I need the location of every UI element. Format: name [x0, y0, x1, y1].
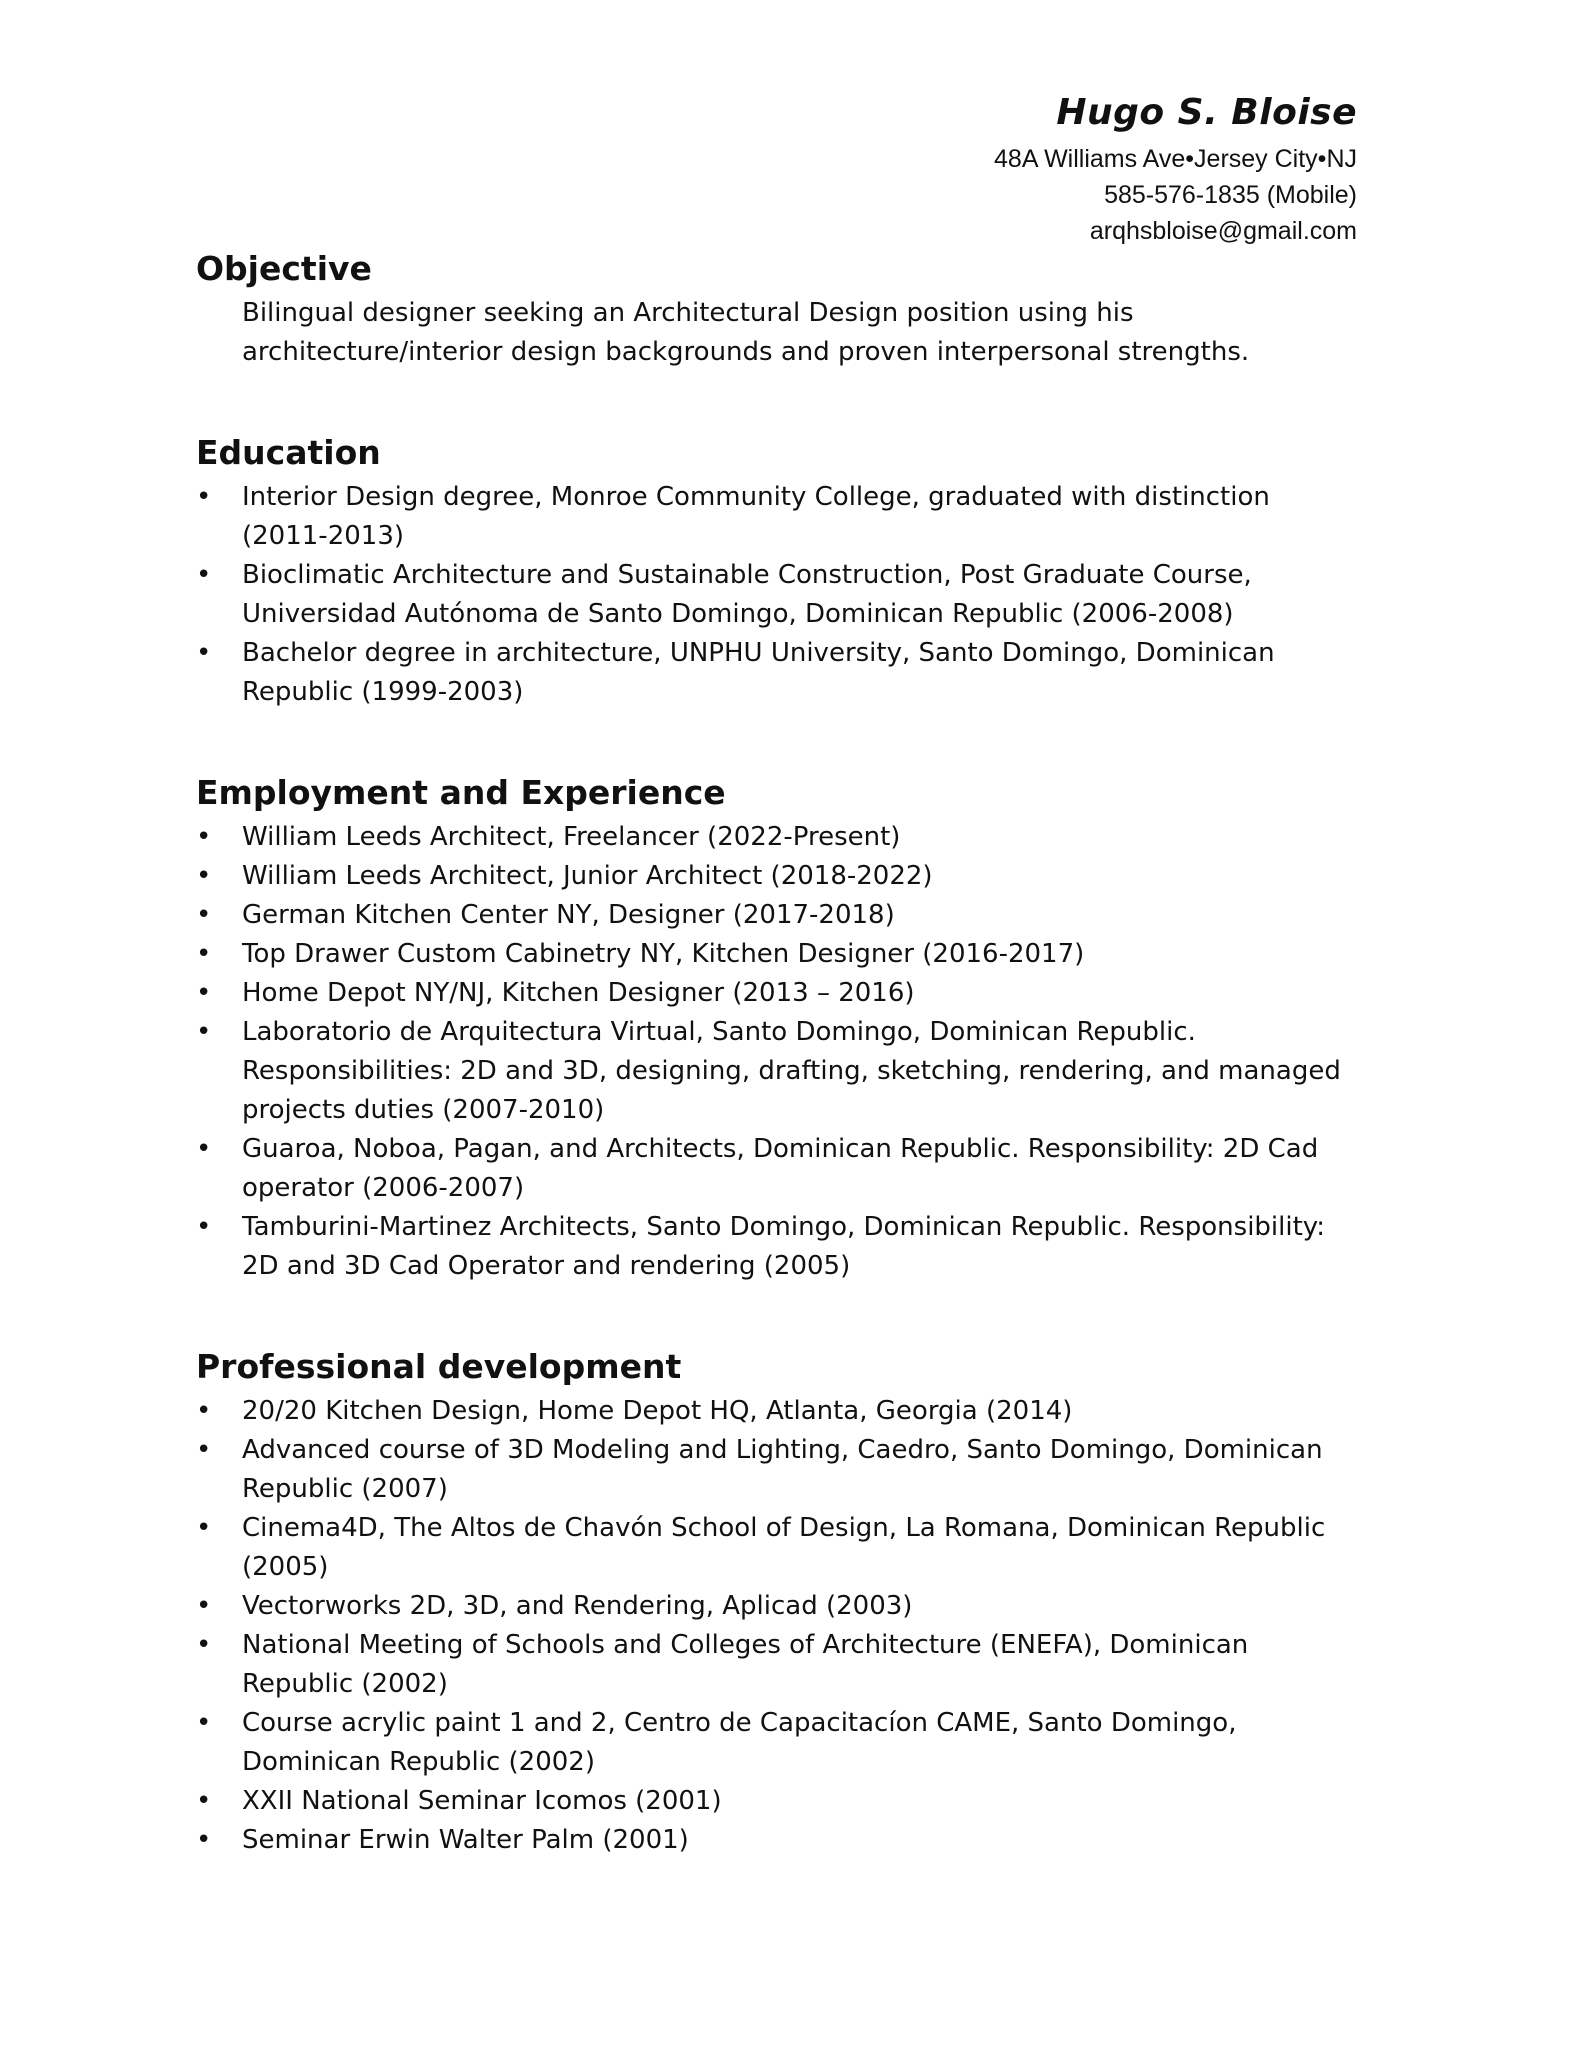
list-item: • Bachelor degree in architecture, UNPHU University, Santo Domingo, Dominican Republic (1999-2003)	[196, 634, 1342, 712]
education-section	[196, 430, 1376, 712]
address-line: 48A Williams Ave•Jersey City•NJ	[994, 145, 1357, 173]
employment-section	[196, 770, 1376, 1286]
development-section	[196, 1344, 1376, 1860]
list-item: • Advanced course of 3D Modeling and Lighting, Caedro, Santo Domingo, Dominican Republic (2007)	[196, 1431, 1342, 1509]
list-item: • Interior Design degree, Monroe Community College, graduated with distinction (2011-2013)	[196, 478, 1342, 556]
employment-list	[196, 818, 1376, 1286]
list-item: • Vectorworks 2D, 3D, and Rendering, Aplicad (2003)	[196, 1587, 1342, 1626]
development-list	[196, 1392, 1376, 1860]
list-item: • Laboratorio de Arquitectura Virtual, Santo Domingo, Dominican Republic. Responsibilities: 2D and 3D, designing, drafting, sketching, rendering, and managed projects duties (2007-2010)	[196, 1013, 1342, 1130]
list-item: • Course acrylic paint 1 and 2, Centro de Capacitacíon CAME, Santo Domingo, Dominican Republic (2002)	[196, 1704, 1342, 1782]
list-item: • William Leeds Architect, Junior Architect (2018-2022)	[196, 857, 1342, 896]
education-list	[196, 478, 1376, 712]
candidate-name: Hugo S. Bloise	[1056, 92, 1357, 133]
list-item: • Bioclimatic Architecture and Sustainable Construction, Post Graduate Course, Universidad Autónoma de Santo Domingo, Dominican Republic (2006-2008)	[196, 556, 1342, 634]
list-item: • Seminar Erwin Walter Palm (2001)	[196, 1821, 1342, 1860]
employment-heading: Employment and Experience	[196, 773, 726, 812]
list-item: • Home Depot NY/NJ, Kitchen Designer (2013 – 2016)	[196, 974, 1342, 1013]
development-heading: Professional development	[196, 1347, 682, 1386]
objective-section	[196, 246, 1376, 372]
list-item: • William Leeds Architect, Freelancer (2022-Present)	[196, 818, 1342, 857]
resume-header	[994, 92, 1357, 249]
resume-body	[196, 246, 1376, 1860]
education-heading: Education	[196, 433, 381, 472]
list-item: • Guaroa, Noboa, Pagan, and Architects, Dominican Republic. Responsibility: 2D Cad operator (2006-2007)	[196, 1130, 1342, 1208]
list-item: • 20/20 Kitchen Design, Home Depot HQ, Atlanta, Georgia (2014)	[196, 1392, 1342, 1431]
objective-text: Bilingual designer seeking an Architectural Design position using his architecture/interior design backgrounds and proven interpersonal strengths.	[242, 298, 1250, 367]
list-item: • XXII National Seminar Icomos (2001)	[196, 1782, 1342, 1821]
objective-heading: Objective	[196, 249, 372, 288]
list-item: • National Meeting of Schools and Colleges of Architecture (ENEFA), Dominican Republic (2002)	[196, 1626, 1342, 1704]
list-item: • Cinema4D, The Altos de Chavón School of Design, La Romana, Dominican Republic (2005)	[196, 1509, 1342, 1587]
list-item: • German Kitchen Center NY, Designer (2017-2018)	[196, 896, 1342, 935]
list-item: • Top Drawer Custom Cabinetry NY, Kitchen Designer (2016-2017)	[196, 935, 1342, 974]
email-line: arqhsbloise@gmail.com	[1089, 217, 1357, 245]
list-item: • Tamburini-Martinez Architects, Santo Domingo, Dominican Republic. Responsibility: 2D and 3D Cad Operator and rendering (2005)	[196, 1208, 1342, 1286]
phone-line: 585-576-1835 (Mobile)	[1104, 181, 1357, 209]
